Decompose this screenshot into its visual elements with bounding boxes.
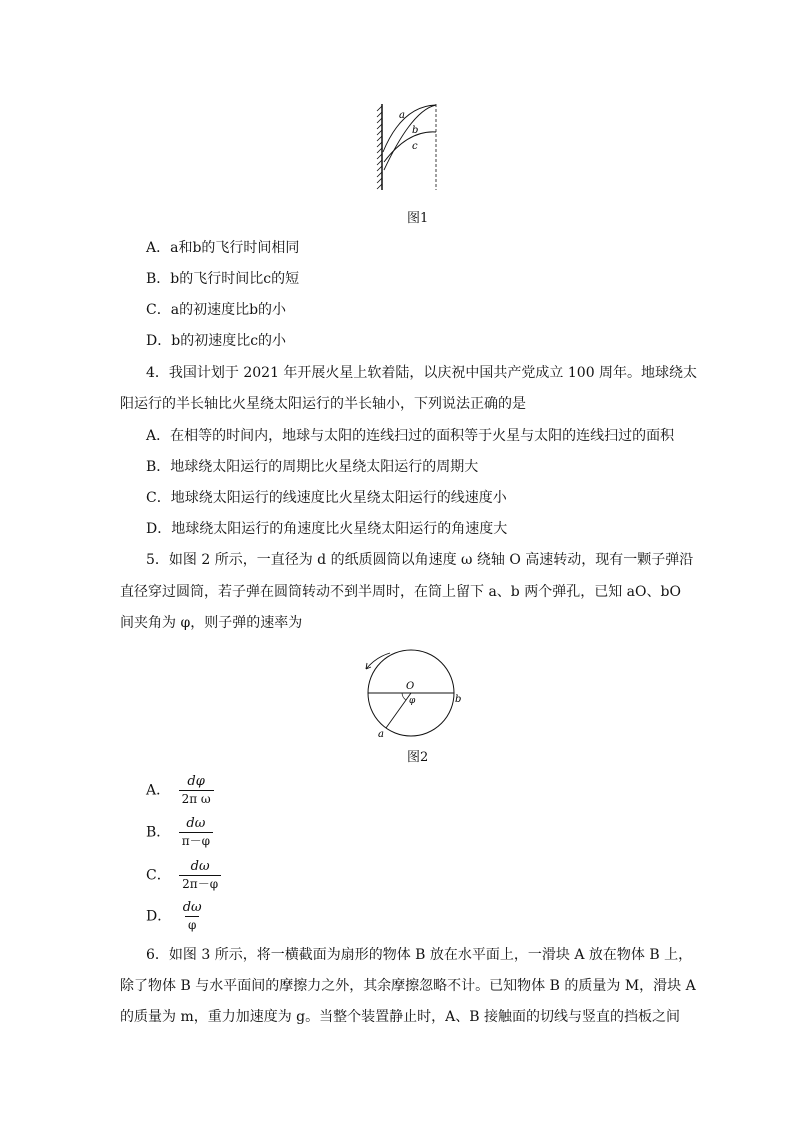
q4-stem-line-1: 4．我国计划于 2021 年开展火星上软着陆，以庆祝中国共产党成立 100 周年。地球绕太 — [146, 365, 698, 381]
fraction: $\frac{d\omega}{\pi-\varphi}$ — [179, 816, 213, 849]
angle-arc — [402, 693, 406, 700]
q5-option-b: B． $\frac{d\omega}{\pi-\varphi}$ — [146, 816, 213, 849]
label-O: O — [406, 681, 415, 692]
figure-1-trajectories — [372, 100, 444, 192]
radius-aO — [386, 693, 411, 728]
label-b: b — [412, 125, 419, 136]
q4-option-d: D．地球绕太阳运行的角速度比火星绕太阳运行的角速度大 — [146, 521, 508, 537]
label-b: b — [455, 694, 462, 705]
fraction: $\frac{d\varphi}{\text{2π ω}}$ — [179, 774, 214, 807]
fraction: $\frac{d\omega}{2\pi-\varphi}$ — [179, 859, 221, 892]
figure-2-caption: 图2 — [407, 750, 429, 765]
q3-option-c: C．a的初速度比b的小 — [146, 302, 287, 318]
q5-stem-line-1: 5．如图 2 所示，一直径为 d 的纸质圆筒以角速度 ω 绕轴 O 高速转动，现有一颗子弹沿 — [146, 552, 694, 568]
q4-option-a: A．在相等的时间内，地球与太阳的连线扫过的面积等于火星与太阳的连线扫过的面积 — [146, 428, 675, 444]
label-phi: φ — [409, 696, 416, 706]
figure-2-cylinder — [356, 643, 466, 739]
q3-option-b: B．b的飞行时间比c的短 — [146, 271, 300, 287]
q5-option-d: D． $\frac{d\omega}{\varphi}$ — [146, 900, 205, 933]
label-c: c — [412, 141, 418, 152]
q3-option-d: D．b的初速度比c的小 — [146, 333, 287, 349]
q6-stem-line-3: 的质量为 m，重力加速度为 g。当整个装置静止时，A、B 接触面的切线与竖直的挡板之间 — [120, 1009, 680, 1025]
trajectory-c — [384, 132, 436, 162]
q3-option-a: A．a和b的飞行时间相同 — [146, 240, 300, 256]
label-a: a — [378, 729, 384, 739]
trajectory-a — [383, 105, 436, 152]
fraction: $\frac{d\omega}{\varphi}$ — [182, 900, 202, 932]
q6-stem-line-2: 除了物体 B 与水平面间的摩擦力之外，其余摩擦忽略不计。已知物体 B 的质量为 M，滑块 A — [120, 978, 696, 994]
q4-option-b: B．地球绕太阳运行的周期比火星绕太阳运行的周期大 — [146, 459, 479, 475]
q6-stem-line-1: 6．如图 3 所示，将一横截面为扇形的物体 B 放在水平面上，一滑块 A 放在物体 B 上， — [146, 947, 693, 963]
q4-stem-line-2: 阳运行的半长轴比火星绕太阳运行的半长轴小，下列说法正确的是 — [120, 396, 526, 412]
q5-stem-line-3: 间夹角为 φ，则子弹的速率为 — [120, 615, 303, 631]
q5-stem-line-2: 直径穿过圆筒，若子弹在圆筒转动不到半周时，在筒上留下 a、b 两个弹孔，已知 aO、bO — [120, 584, 681, 600]
q4-option-c: C．地球绕太阳运行的线速度比火星绕太阳运行的线速度小 — [146, 490, 507, 506]
rotation-arrow — [366, 653, 390, 669]
q5-option-a: A． $\frac{d\varphi}{\text{2π ω}}$ — [146, 774, 214, 807]
q5-option-c: C． $\frac{d\omega}{2\pi-\varphi}$ — [146, 859, 221, 892]
figure-1-caption: 图1 — [407, 211, 429, 226]
label-a: a — [399, 110, 405, 121]
